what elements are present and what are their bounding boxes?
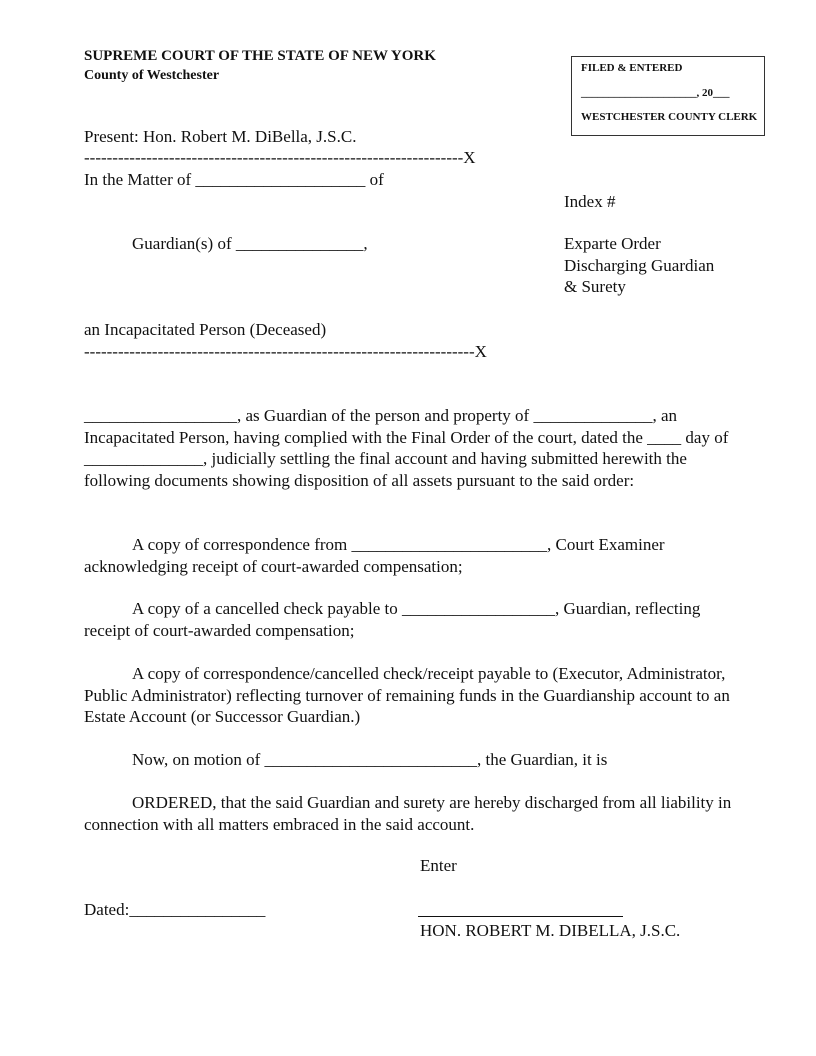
document-item-court-examiner: A copy of correspondence from _______________________, Court Examiner acknowledging receipt of court-awarded compensation;: [84, 535, 665, 576]
filing-stamp-box: [571, 56, 765, 136]
enter-label: Enter: [420, 856, 457, 875]
index-number-label: Index #: [564, 192, 616, 211]
document-title-line3: & Surety: [564, 277, 626, 296]
document-item-cancelled-check: A copy of a cancelled check payable to __________________, Guardian, reflecting receipt of court-awarded compensation;: [84, 599, 701, 640]
stamp-clerk: WESTCHESTER COUNTY CLERK: [581, 111, 758, 123]
guardians-line: Guardian(s) of _______________,: [132, 234, 368, 253]
stamp-date-line: _____________________, 20___: [581, 87, 730, 99]
dated-line: Dated:________________: [84, 900, 266, 919]
court-name: SUPREME COURT OF THE STATE OF NEW YORK: [84, 48, 436, 64]
matter-line: In the Matter of ____________________ of: [84, 170, 384, 189]
caption-divider-top: -------------------------------------------------------------------X: [84, 148, 476, 167]
motion-paragraph: Now, on motion of _________________________, the Guardian, it is: [132, 750, 608, 769]
ordered-paragraph: ORDERED, that the said Guardian and surety are hereby discharged from all liability in connection with all matters embraced in the said account.: [84, 793, 732, 834]
stamp-filed-entered: FILED & ENTERED: [581, 62, 683, 74]
document-item-turnover: A copy of correspondence/cancelled check/receipt payable to (Executor, Administrator, Public Administrator) reflecting turnover of remaining funds in the Guardianship account to an Estate Account (or Successor Guardian.): [84, 664, 730, 726]
document-title-line2: Discharging Guardian: [564, 256, 715, 275]
caption-divider-bottom: ---------------------------------------------------------------------X: [84, 342, 487, 361]
document-title-line1: Exparte Order: [564, 234, 661, 253]
judge-signature-name: HON. ROBERT M. DIBELLA, J.S.C.: [420, 921, 681, 940]
present-line: Present: Hon. Robert M. DiBella, J.S.C.: [84, 127, 357, 146]
incapacitated-line: an Incapacitated Person (Deceased): [84, 320, 327, 339]
intro-paragraph: __________________, as Guardian of the person and property of ______________, an Incapacitated Person, having complied with the Final Order of the court, dated the ____ day of ______________, judicially settling the final account and having submitted herewith the following documents showing disposition of all assets pursuant to the said order:: [84, 406, 729, 490]
signature-line: [418, 916, 623, 917]
county-name: County of Westchester: [84, 68, 220, 83]
